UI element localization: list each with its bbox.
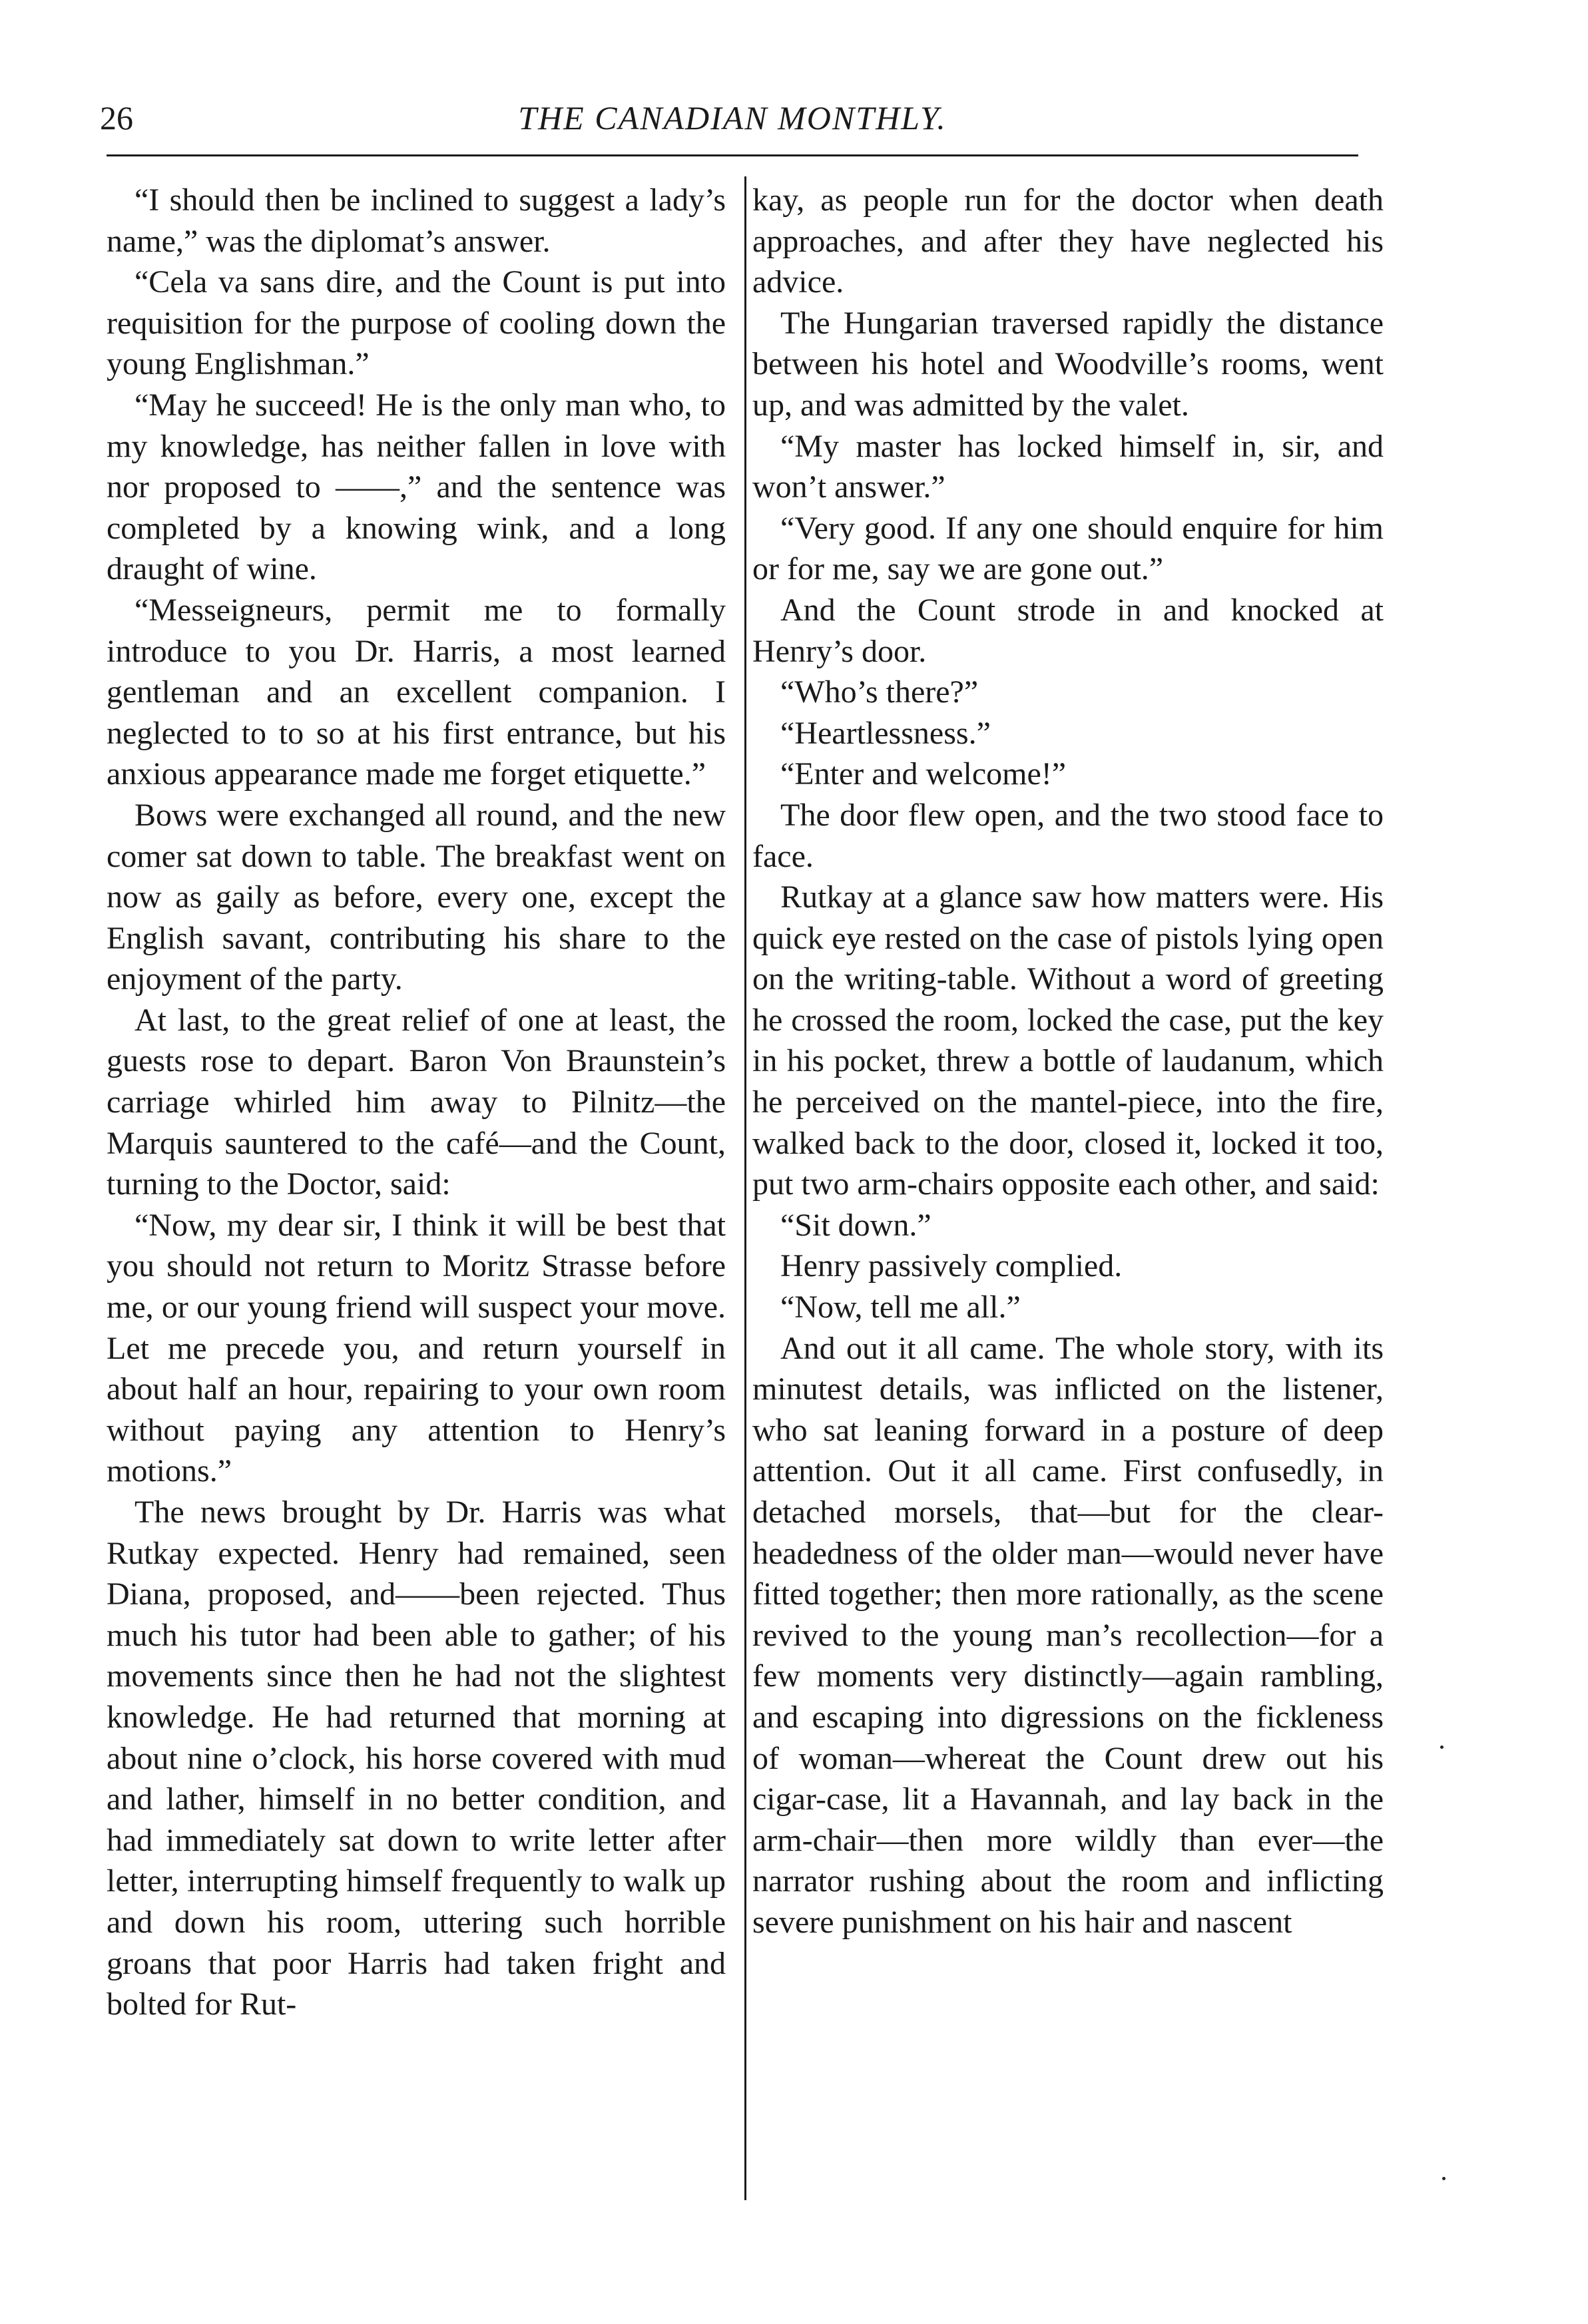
paragraph: And out it all came. The whole story, with its minutest details, was inflicted on the listener, who sat leaning forward in a posture of deep attention. Out it all came. First confusedly, in detached morsels, that—but for the clear-headedness of the older man—would never have fitted together; then more rationally, as the scene revived to the young man’s recollection—for a few moments very distinctly—again rambling, and escaping into digressions on the fickleness of woman—whereat the Count drew out his cigar-case, lit a Havannah, and lay back in the arm-chair—then more wildly than ever—the narrator rushing about the room and inflicting severe punishment on his hair and nascent [752,1330,1384,1940]
paragraph: “May he succeed! He is the only man who, to my knowledge, has neither fallen in love with nor proposed to ——,” and the sentence was completed by a knowing wink, and a long draught of wine. [107,387,726,587]
right-column [752,180,1384,1943]
paragraph: “Who’s there?” [780,674,979,710]
left-column [107,180,726,2025]
paragraph: “Now, my dear sir, I think it will be best that you should not return to Moritz Strasse before me, or our young friend will suspect your move. Let me precede you, and return yourself in about half an hour, repairing to your own room without paying any attention to Henry’s motions.” [107,1207,726,1489]
paragraph: “My master has locked himself in, sir, and won’t answer.” [752,428,1384,505]
paragraph: “Very good. If any one should enquire for him or for me, say we are gone out.” [752,510,1384,587]
page-header [100,99,1365,145]
paragraph: “Now, tell me all.” [780,1289,1021,1325]
paragraph: At last, to the great relief of one at least, the guests rose to depart. Baron Von Braunstein’s carriage whirled him away to Pilnitz—the Marquis sauntered to the café—and the Count, turning to the Doctor, said: [107,1002,726,1202]
page-number: 26 [100,99,133,136]
paragraph: “Heartlessness.” [780,715,991,751]
header-rule [107,154,1358,156]
paragraph: “I should then be inclined to suggest a lady’s name,” was the diplomat’s answer. [107,182,726,259]
running-head: THE CANADIAN MONTHLY. [518,99,947,136]
paragraph: The news brought by Dr. Harris was what Rutkay expected. Henry had remained, seen Diana, proposed, and——been rejected. Thus much his tutor had been able to gather; of his movements since then he had not the slightest knowledge. He had returned that morning at about nine o’clock, his horse covered with mud and lather, himself in no better condition, and had immediately sat down to write letter after letter, interrupting himself frequently to walk up and down his room, uttering such horrible groans that poor Harris had taken fright and bolted for Rut- [107,1495,726,2022]
paragraph: The Hungarian traversed rapidly the distance between his hotel and Woodville’s rooms, went up, and was admitted by the valet. [752,305,1384,423]
paragraph-continued: kay, as people run for the doctor when death approaches, and after they have neglected his advice. [752,182,1384,300]
paragraph: Bows were exchanged all round, and the new comer sat down to table. The breakfast went on now as gaily as before, every one, except the English savant, contributing his share to the enjoyment of the party. [107,797,726,997]
print-speck [1440,1745,1444,1749]
paragraph: “Cela va sans dire, and the Count is put into requisition for the purpose of cooling down the young Englishman.” [107,264,726,382]
column-divider [744,176,746,2200]
paragraph: Rutkay at a glance saw how matters were. His quick eye rested on the case of pistols lying open on the writing-table. Without a word of greeting he crossed the room, locked the case, put the key in his pocket, threw a bottle of laudanum, which he perceived on the mantel-piece, into the fire, walked back to the door, closed it, locked it too, put two arm-chairs opposite each other, and said: [752,879,1384,1202]
paragraph: The door flew open, and the two stood face to face. [752,797,1384,874]
paragraph: “Enter and welcome!” [780,756,1067,792]
paragraph: And the Count strode in and knocked at Henry’s door. [752,592,1384,669]
paragraph: Henry passively complied. [780,1248,1123,1284]
paragraph: “Messeigneurs, permit me to formally introduce to you Dr. Harris, a most learned gentleman and an excellent companion. I neglected to to so at his first entrance, but his anxious appearance made me forget etiquette.” [107,592,726,792]
print-speck [1442,2177,1446,2180]
paragraph: “Sit down.” [780,1207,931,1243]
